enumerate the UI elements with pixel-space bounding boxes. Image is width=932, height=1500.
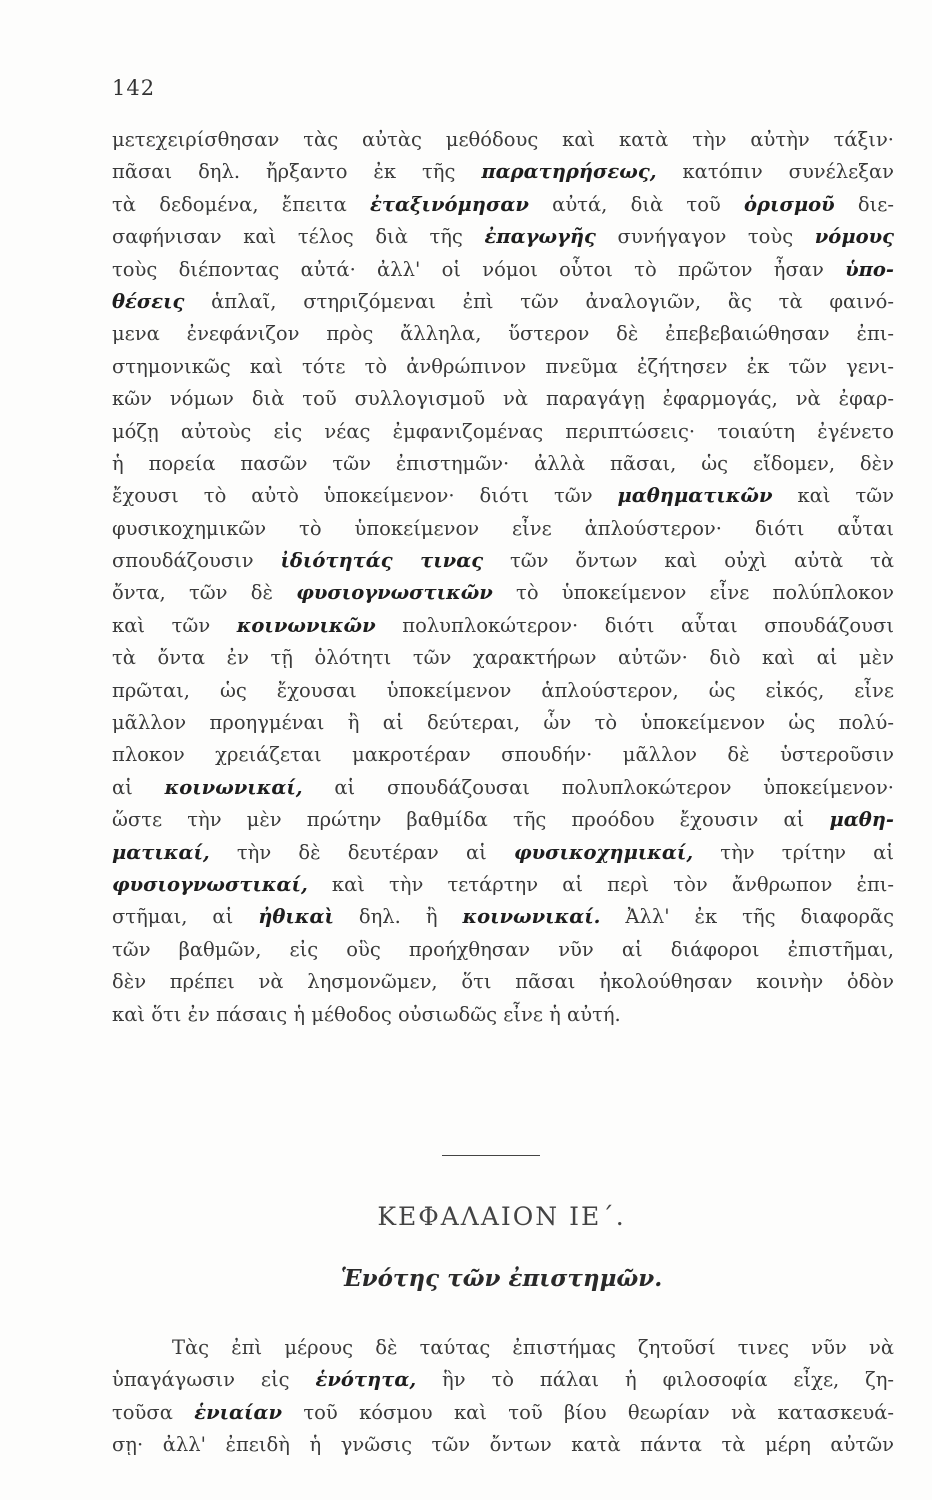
text-line <box>112 869 894 901</box>
text-segment: μετεχειρίσθησαν τὰς αὐτὰς μεθόδους καὶ κατὰ τὴν αὐτὴν τάξιν· <box>112 128 894 151</box>
text-line <box>112 545 894 577</box>
text-segment: τοὺς διέποντας αὐτά· ἀλλ' οἱ νόμοι οὗτοι τὸ πρῶτον ἦσαν <box>112 257 846 281</box>
text-segment: κῶν νόμων διὰ τοῦ συλλογισμοῦ νὰ παραγάγῃ ἐφαρμογάς, νὰ ἐφαρ- <box>112 387 894 411</box>
text-line <box>112 707 894 739</box>
text-line <box>112 1364 894 1396</box>
text-line <box>112 318 894 350</box>
text-segment: μενα ἐνεφάνιζον πρὸς ἄλληλα, ὕστερον δὲ ἐπεβεβαιώθησαν ἐπι- <box>112 322 894 346</box>
emphasized-term: μαθη- <box>829 808 894 832</box>
text-line <box>112 739 894 771</box>
chapter-heading: ΚΕΦΑΛΑΙΟΝ ΙΕ΄. <box>377 1202 626 1231</box>
text-segment: τὰ δεδομένα, ἔπειτα <box>112 192 371 216</box>
text-segment: ἔχουσι τὸ αὐτὸ ὑποκείμενον· διότι τῶν <box>112 484 618 508</box>
emphasized-term: νόμους <box>814 225 894 249</box>
emphasized-term: ἑνιαίαν <box>194 1400 283 1424</box>
text-segment: καὶ ὅτι ἐν πάσαις ἡ μέθοδος οὐσιωδῶς εἶνε ἡ αὐτή. <box>112 1002 621 1026</box>
text-line <box>112 675 894 707</box>
text-segment: τὴν τρίτην αἱ <box>693 840 894 864</box>
emphasized-term: κοινωνικῶν <box>236 613 376 637</box>
text-line <box>112 513 894 545</box>
section-title: Ἑνότης τῶν ἐπιστημῶν. <box>340 1265 663 1292</box>
text-line <box>112 221 894 253</box>
text-segment: καὶ τὴν τετάρτην αἱ περὶ τὸν ἄνθρωπον ἐπι- <box>307 872 894 896</box>
page-number: 142 <box>112 76 156 100</box>
text-line <box>112 577 894 609</box>
text-line <box>112 1332 894 1364</box>
text-segment: συνήγαγον τοὺς <box>595 225 815 249</box>
text-segment: πλοκον χρειάζεται μακροτέραν σπουδήν· μᾶλλον δὲ ὑστεροῦσιν <box>112 743 894 767</box>
emphasized-term: φυσικοχημικαί, <box>513 840 694 864</box>
emphasized-term: κοινωνικαί. <box>462 905 601 929</box>
text-line <box>112 772 894 804</box>
text-line <box>112 351 894 383</box>
text-segment: ὥστε τὴν μὲν πρώτην βαθμίδα τῆς προόδου ἔχουσιν αἱ <box>112 808 830 832</box>
emphasized-term: μαθηματικῶν <box>617 484 773 508</box>
text-segment: δὲν πρέπει νὰ λησμονῶμεν, ὅτι πᾶσαι ἠκολούθησαν κοινὴν ὁδὸν <box>112 970 894 994</box>
text-segment: αὐτά, διὰ τοῦ <box>528 192 745 216</box>
text-segment: τῶν βαθμῶν, εἰς οὓς προήχθησαν νῦν αἱ διάφοροι ἐπιστῆμαι, <box>112 937 894 961</box>
text-segment: ὑπαγάγωσιν εἰς <box>112 1368 316 1392</box>
paragraph-1 <box>112 124 894 1031</box>
emphasized-term: φυσιογνωστικῶν <box>296 581 493 605</box>
text-line <box>112 966 894 998</box>
text-segment: μόζῃ αὐτοὺς εἰς νέας ἐμφανιζομένας περιπτώσεις· τοιαύτη ἐγένετο <box>112 419 894 443</box>
text-segment: πρῶται, ὡς ἔχουσαι ὑποκείμενον ἁπλούστερον, ὡς εἰκός, εἶνε <box>112 678 894 702</box>
text-segment: πᾶσαι δηλ. ἤρξαντο ἐκ τῆς <box>112 160 482 184</box>
text-segment: ὄντα, τῶν δὲ <box>112 581 297 605</box>
text-segment: αἱ <box>112 775 165 799</box>
text-segment: πολυπλοκώτερον· διότι αὗται σπουδάζουσι <box>375 613 894 637</box>
emphasized-term: φυσιογνωστικαί, <box>112 872 308 896</box>
text-segment: τοῦ κόσμου καὶ τοῦ βίου θεωρίαν νὰ κατασκευά- <box>282 1400 895 1424</box>
text-segment: τῶν ὄντων καὶ οὐχὶ αὐτὰ τὰ <box>483 549 894 573</box>
section-divider <box>442 1155 540 1156</box>
emphasized-term: ἠθικαὶ <box>258 905 334 929</box>
text-line <box>112 1429 894 1461</box>
text-segment: Ἀλλ' ἐκ τῆς διαφορᾶς <box>600 905 894 929</box>
text-line <box>112 189 894 221</box>
text-line <box>112 901 894 933</box>
paragraph-2 <box>112 1332 894 1462</box>
text-line <box>112 642 894 674</box>
text-segment: κατόπιν συνέλεξαν <box>656 160 894 184</box>
text-segment: τὴν δὲ δευτέραν αἱ <box>209 840 514 864</box>
emphasized-term: ματικαί, <box>112 840 210 864</box>
emphasized-term: κοινωνικαί, <box>164 775 303 799</box>
emphasized-term: ἐπαγωγῆς <box>484 225 596 249</box>
text-segment: ἡ πορεία πασῶν τῶν ἐπιστημῶν· ἀλλὰ πᾶσαι, ὡς εἴδομεν, δὲν <box>112 451 894 475</box>
text-line <box>112 1397 894 1429</box>
text-segment: αἱ σπουδάζουσαι πολυπλοκώτερον ὑποκείμενον· <box>302 775 895 799</box>
text-segment: διε- <box>834 192 894 216</box>
text-line <box>112 124 894 156</box>
text-segment: σαφήνισαν καὶ τέλος διὰ τῆς <box>112 225 485 249</box>
text-line <box>112 837 894 869</box>
emphasized-term: ὑπο- <box>845 257 894 281</box>
text-line <box>112 254 894 286</box>
text-line <box>112 480 894 512</box>
text-line <box>112 999 894 1031</box>
emphasized-term: θέσεις <box>112 289 185 313</box>
text-line <box>112 383 894 415</box>
text-line <box>112 416 894 448</box>
emphasized-term: ἰδιότητάς τινας <box>280 549 484 573</box>
text-segment: σπουδάζουσιν <box>112 549 281 573</box>
text-segment: φυσικοχημικῶν τὸ ὑποκείμενον εἶνε ἁπλούστερον· διότι αὗται <box>112 516 894 540</box>
text-line <box>112 156 894 188</box>
text-segment: δηλ. ἢ <box>333 905 463 929</box>
text-segment: τὰ ὄντα ἐν τῇ ὁλότητι τῶν χαρακτήρων αὐτῶν· διὸ καὶ αἱ μὲν <box>112 646 894 670</box>
text-line <box>112 804 894 836</box>
text-segment: καὶ τῶν <box>772 484 894 508</box>
text-segment: στῆμαι, αἱ <box>112 905 259 929</box>
emphasized-term: παρατηρήσεως, <box>481 160 657 184</box>
emphasized-term: ἑνότητα, <box>315 1368 417 1392</box>
emphasized-term: ὁρισμοῦ <box>744 192 835 216</box>
text-segment: σῃ· ἀλλ' ἐπειδὴ ἡ γνῶσις τῶν ὄντων κατὰ πάντα τὰ μέρη αὐτῶν <box>112 1433 894 1457</box>
text-line <box>112 934 894 966</box>
text-segment: τὸ ὑποκείμενον εἶνε πολύπλοκον <box>492 581 895 605</box>
text-segment: μᾶλλον προηγμέναι ἢ αἱ δεύτεραι, ὧν τὸ ὑποκείμενον ὡς πολύ- <box>112 711 894 735</box>
text-segment: Τὰς ἐπὶ μέρους δὲ ταύτας ἐπιστήμας ζητοῦσί τινες νῦν νὰ <box>172 1336 894 1359</box>
text-segment: ἁπλαῖ, στηριζόμεναι ἐπὶ τῶν ἀναλογιῶν, ἃς τὰ φαινό- <box>184 289 894 313</box>
text-segment: στημονικῶς καὶ τότε τὸ ἀνθρώπινον πνεῦμα ἐζήτησεν ἐκ τῶν γενι- <box>112 354 894 378</box>
text-segment: καὶ τῶν <box>112 613 237 637</box>
text-segment: τοῦσα <box>112 1400 195 1424</box>
text-line <box>112 610 894 642</box>
text-line <box>112 448 894 480</box>
emphasized-term: ἐταξινόμησαν <box>370 192 529 216</box>
text-segment: ἣν τὸ πάλαι ἡ φιλοσοφία εἶχε, ζη- <box>416 1368 895 1392</box>
text-line <box>112 286 894 318</box>
